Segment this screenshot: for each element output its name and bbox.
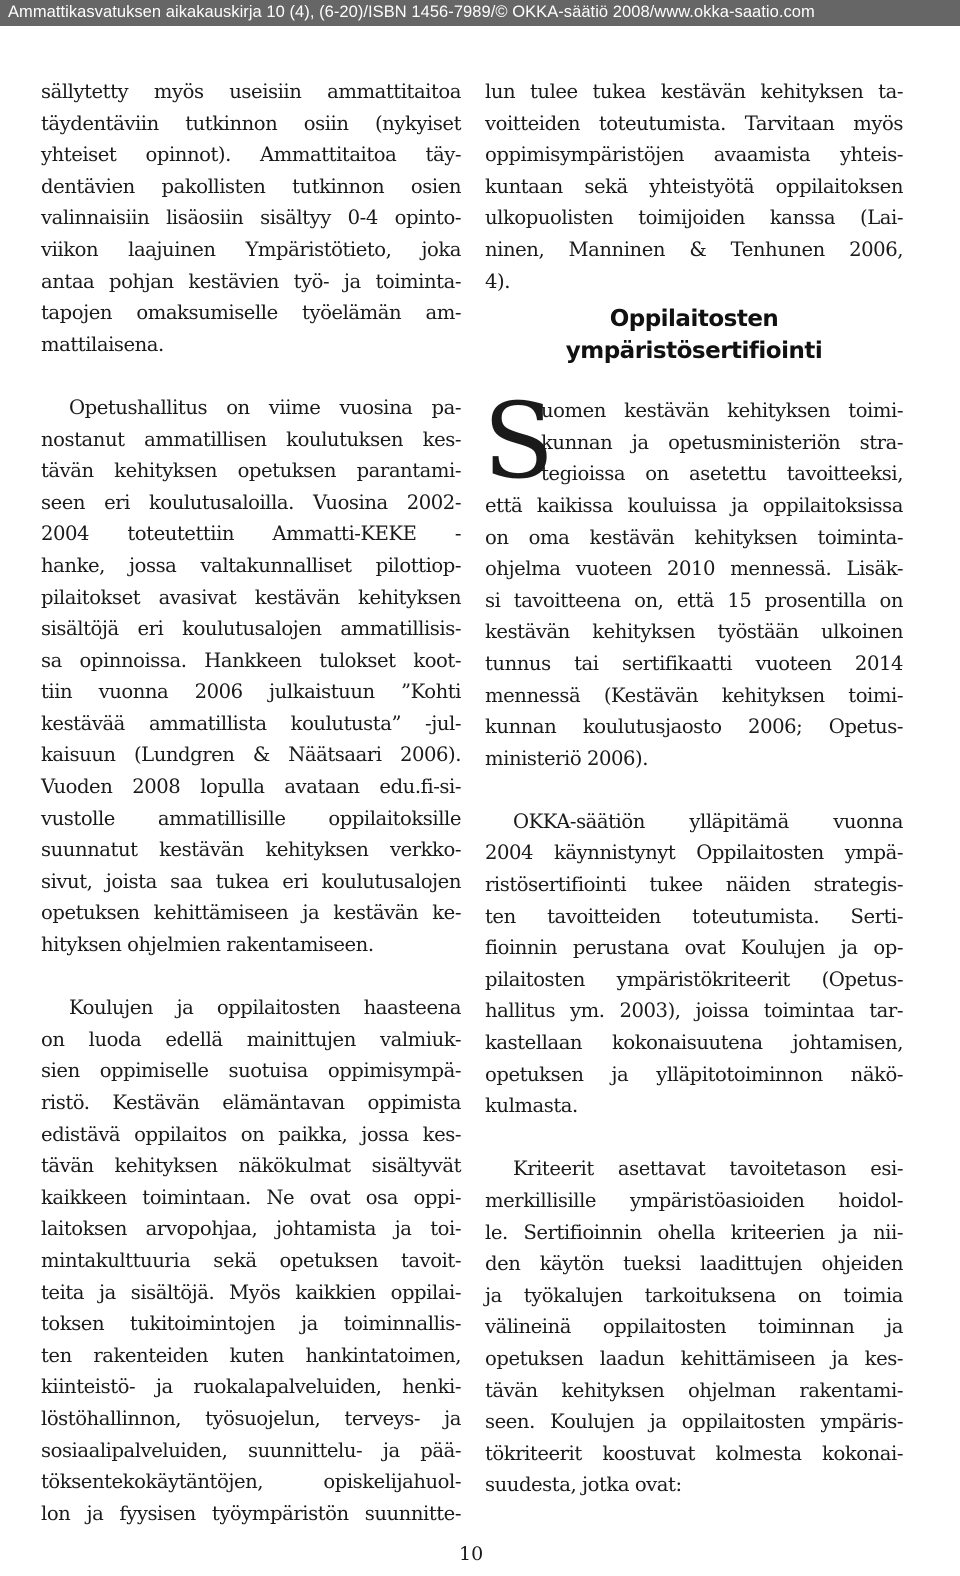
text-line: ristösertifiointi tukee näiden strategis- — [485, 873, 903, 897]
text-line: voitteiden toteutumista. Tarvitaan myös — [485, 111, 903, 135]
text-line: löstöhallinnon, työsuojelun, terveys- ja — [41, 1406, 461, 1430]
text-line: että kaikissa kouluissa ja oppilaitoksissa — [485, 493, 903, 517]
text-line: antaa pohjan kestävien työ- ja toiminta- — [41, 269, 461, 293]
text-line: vustolle ammatillisille oppilaitoksille — [41, 806, 461, 830]
text-line: kaisuun (Lundgren & Näätsaari 2006). — [41, 743, 461, 767]
text-line: OKKA-säätiön ylläpitämä vuonna — [513, 809, 903, 833]
text-line: fioinnin perustana ovat Koulujen ja op- — [485, 936, 903, 960]
dropcap-letter: S — [483, 380, 554, 503]
text-line: täydentäviin tutkinnon osiin (nykyiset — [41, 111, 461, 135]
text-line: valinnaisiin lisäosiin sisältyy 0-4 opinto- — [41, 206, 461, 230]
journal-header-bar — [0, 0, 960, 26]
text-line: kunnan koulutusjaosto 2006; Opetus- — [485, 715, 903, 739]
text-line: Kriteerit asettavat tavoitetason esi- — [513, 1157, 903, 1181]
text-line: on luoda edellä mainittujen valmiuk- — [41, 1027, 461, 1051]
text-line: laitoksen arvopohjaa, johtamista ja toi- — [41, 1217, 461, 1241]
text-line: tunnus tai sertifikaatti vuoteen 2014 — [485, 651, 903, 675]
text-line: Opetushallitus on viime vuosina pa- — [69, 395, 461, 419]
text-line: seen eri koulutusaloilla. Vuosina 2002- — [41, 490, 461, 514]
page-number: 10 — [459, 1543, 484, 1565]
text-line: hallitus ym. 2003), joissa toimintaa tar- — [485, 999, 903, 1023]
text-line: mennessä (Kestävän kehityksen toimi- — [485, 683, 903, 707]
text-line: hanke, jossa valtakunnalliset pilottiop- — [41, 553, 461, 577]
text-line: ulkopuolisten toimijoiden kanssa (Lai- — [485, 206, 903, 230]
text-line: tävän kehityksen näkökulmat sisältyvät — [41, 1154, 461, 1178]
text-line: edistävä oppilaitos on paikka, jossa kes- — [41, 1122, 461, 1146]
text-line: kestävän kehityksen työstään ulkoinen — [485, 620, 903, 644]
paragraph — [41, 76, 461, 360]
section-heading-line: Oppilaitosten — [609, 306, 779, 333]
text-line: si tavoitteena on, että 15 prosentilla on — [485, 588, 903, 612]
text-line: Vuoden 2008 lopulla avataan edu.fi-si- — [41, 775, 461, 799]
text-line: kulmasta. — [485, 1094, 578, 1118]
text-line: suunnatut kestävän kehityksen verkko- — [41, 838, 461, 862]
text-line: den käytön tueksi laadittujen ohjeiden — [485, 1252, 903, 1276]
text-line: ten rakenteiden kuten hankintatoimen, — [41, 1343, 461, 1367]
text-line: töksentekokäytäntöjen, opiskelijahuol- — [41, 1470, 461, 1494]
text-line: suudesta, jotka ovat: — [485, 1473, 682, 1497]
text-line: nostanut ammatillisen koulutuksen kes- — [41, 427, 461, 451]
text-line: pilaitokset avasivat kestävän kehityksen — [41, 585, 461, 609]
text-line: teita ja sisältöjä. Myös kaikkien oppilai- — [41, 1280, 461, 1304]
text-line: tegioissa on asetettu tavoitteeksi, — [541, 462, 903, 486]
text-line: Koulujen ja oppilaitosten haasteena — [69, 996, 461, 1020]
text-line: sisältöjä eri koulutusalojen ammatillisis- — [41, 617, 461, 641]
text-line: kiinteistö- ja ruokalapalveluiden, henki- — [41, 1375, 461, 1399]
text-line: tapojen omaksumiselle työelämän am- — [41, 301, 461, 325]
text-line: seen. Koulujen ja oppilaitosten ympäris- — [485, 1410, 903, 1434]
text-line: 4). — [485, 269, 510, 293]
text-line: ninen, Manninen & Tenhunen 2006, — [485, 237, 903, 261]
text-line: 2004 toteutettiin Ammatti-KEKE - — [41, 522, 461, 546]
text-line: le. Sertifioinnin ohella kriteerien ja nii- — [485, 1220, 903, 1244]
text-line: opetuksen ja ylläpitotoiminnon näkö- — [485, 1062, 903, 1086]
text-line: on oma kestävän kehityksen toiminta- — [485, 525, 903, 549]
text-line: 2004 käynnistynyt Oppilaitosten ympä- — [485, 841, 903, 865]
text-line: ministeriö 2006). — [485, 746, 649, 770]
journal-header-text: Ammattikasvatuksen aikakauskirja 10 (4), (6-20)/ISBN 1456-7989/© OKKA-säätiö 2008/www.okka-saatio.com — [8, 3, 815, 21]
text-line: tökriteerit koostuvat kolmesta kokonai- — [485, 1441, 903, 1465]
text-line: kuntaan sekä yhteistyötä oppilaitoksen — [485, 174, 903, 198]
section-heading-line: ympäristösertifiointi — [565, 338, 823, 365]
text-line: sosiaalipalveluiden, suunnittelu- ja pää- — [41, 1438, 461, 1462]
text-line: yhteiset opinnot). Ammattitaitoa täy- — [41, 143, 461, 167]
text-line: mattilaisena. — [41, 332, 164, 356]
text-line: lun tulee tukea kestävän kehityksen ta- — [485, 80, 903, 103]
paragraph — [485, 806, 903, 1122]
paragraph — [485, 76, 903, 297]
text-line: ja työkalujen tarkoituksena on toimia — [485, 1283, 903, 1307]
text-line: sivut, joista saa tukea eri koulutusalojen — [41, 869, 461, 893]
text-line: kastellaan kokonaisuutena johtamisen, — [485, 1031, 903, 1055]
text-line: opetuksen laadun kehittämiseen ja kes- — [485, 1346, 903, 1370]
text-line: tävän kehityksen opetuksen parantami- — [41, 459, 461, 483]
text-line: tiin vuonna 2006 julkaistuun ”Kohti — [41, 680, 461, 704]
left-column — [41, 76, 461, 1529]
paragraph — [483, 380, 903, 774]
text-line: pilaitosten ympäristökriteerit (Opetus- — [485, 967, 903, 991]
text-line: uomen kestävän kehityksen toimi- — [541, 399, 903, 423]
text-line: välineinä oppilaitosten toiminnan ja — [485, 1315, 903, 1339]
text-line: sien oppimiselle suotuisa oppimisympä- — [41, 1059, 461, 1083]
paragraph — [41, 392, 461, 961]
text-line: toksen tukitoimintojen ja toiminnallis- — [41, 1312, 461, 1336]
text-line: ohjelma vuoteen 2010 mennessä. Lisäk- — [485, 557, 903, 581]
text-line: opetuksen kehittämiseen ja kestävän ke- — [41, 901, 461, 925]
text-line: tävän kehityksen ohjelman rakentami- — [485, 1378, 903, 1402]
text-line: hityksen ohjelmien rakentamiseen. — [41, 933, 374, 957]
text-line: merkillisille ympäristöasioiden hoidol- — [485, 1189, 903, 1212]
text-line: sa opinnoissa. Hankkeen tulokset koot- — [41, 648, 461, 672]
text-line: mintakulttuuria sekä opetuksen tavoit- — [41, 1248, 461, 1272]
text-line: kaikkeen toimintaan. Ne ovat osa oppi- — [41, 1185, 461, 1209]
text-line: oppimisympäristöjen avaamista yhteis- — [485, 143, 903, 167]
text-line: ristö. Kestävän elämäntavan oppimista — [41, 1091, 461, 1114]
dropcap-block — [483, 380, 903, 503]
text-line: kunnan ja opetusministeriön stra- — [541, 430, 903, 454]
text-line: ten tavoitteiden toteutumista. Serti- — [485, 904, 903, 928]
paragraph — [485, 1153, 903, 1501]
text-line: kestävää ammatillista koulutusta” -jul- — [41, 711, 461, 735]
text-line: sällytetty myös useisiin ammattitaitoa — [41, 80, 461, 103]
text-line: viikon laajuinen Ympäristötieto, joka — [41, 237, 461, 261]
paragraph — [41, 992, 461, 1529]
right-column — [485, 76, 903, 1501]
text-line: lon ja fyysisen työympäristön suunnitte- — [41, 1501, 461, 1525]
text-line: dentävien pakollisten tutkinnon osien — [41, 174, 461, 198]
